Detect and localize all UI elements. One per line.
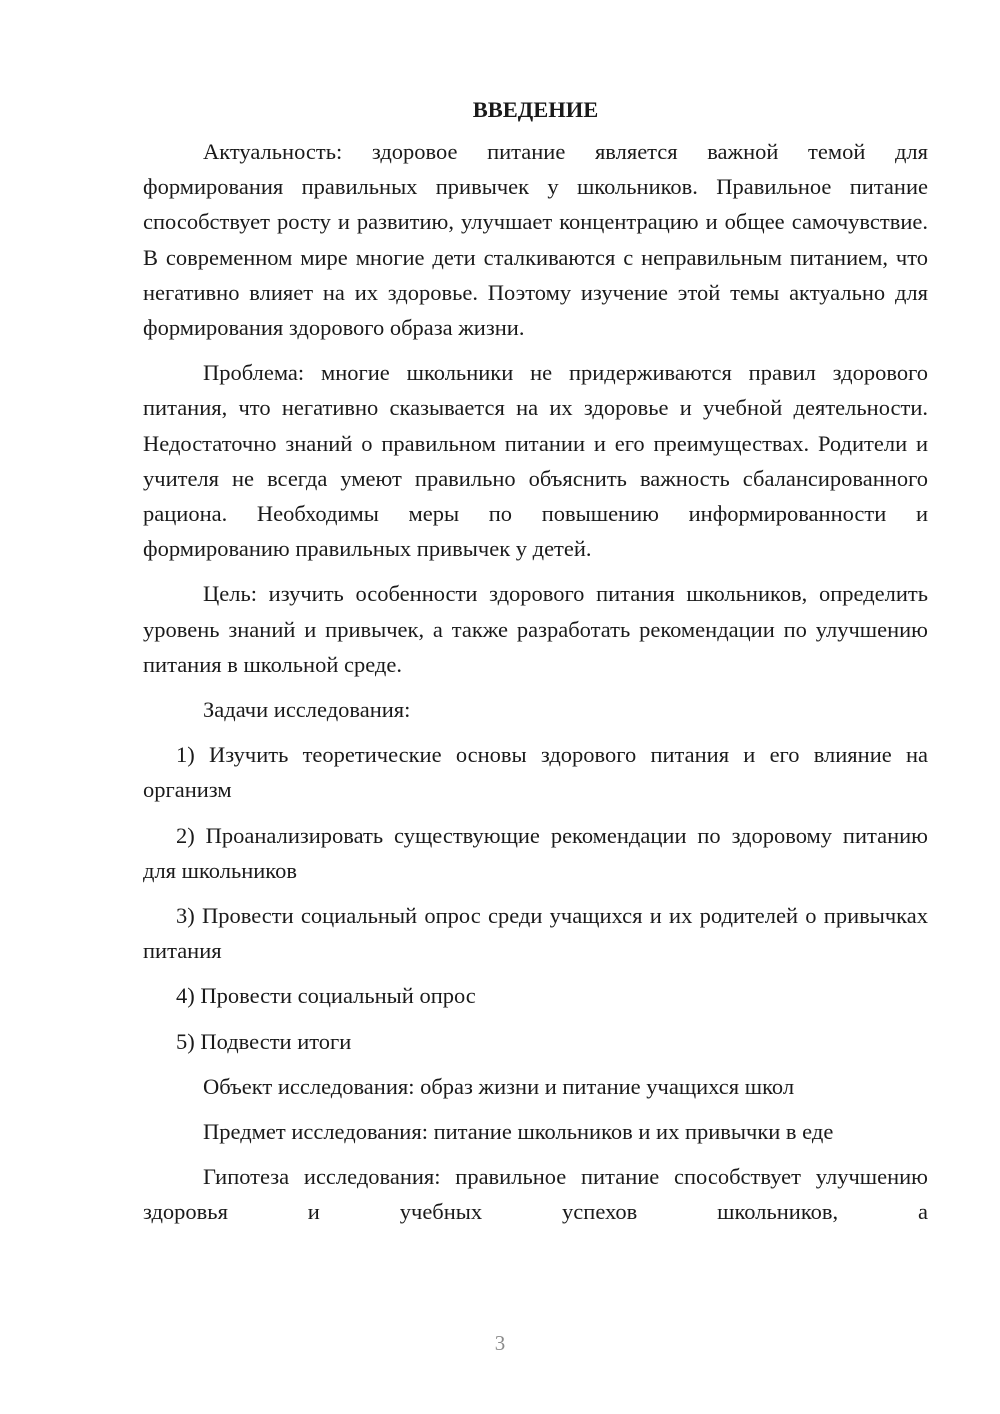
task-item-1: 1) Изучить теоретические основы здорового питания и его влияние на организм [143, 742, 928, 803]
page-title: ВВЕДЕНИЕ [472, 97, 599, 122]
document-page [143, 96, 928, 1240]
problem-paragraph: Проблема: многие школьники не придерживаются правил здорового питания, что негативно сказывается на их здоровье и учебной деятельности. Недостаточно знаний о правильном питании и его преимуществах. Родители и учителя не всегда умеют правильно объяснить важность сбалансированного рациона. Необходимы меры по повышению информированности и формированию правильных привычек у детей. [143, 360, 928, 562]
research-hypothesis: Гипотеза исследования: правильное питание способствует улучшению здоровья и учебных успехов школьников, а [143, 1164, 928, 1225]
task-item-5: 5) Подвести итоги [176, 1028, 352, 1054]
page-number: 3 [494, 1331, 506, 1355]
tasks-heading: Задачи исследования: [203, 697, 411, 723]
relevance-paragraph: Актуальность: здоровое питание является важной темой для формирования правильных привычек у школьников. Правильное питание способствует росту и развитию, улучшает концентрацию и общее самочувствие. В современном мире многие дети сталкиваются с неправильным питанием, что негативно влияет на их здоровье. Поэтому изучение этой темы актуально для формирования здорового образа жизни. [143, 139, 928, 341]
task-item-3: 3) Провести социальный опрос среди учащихся и их родителей о привычках питания [143, 903, 928, 964]
task-item-4: 4) Провести социальный опрос [176, 983, 476, 1009]
task-item-2: 2) Проанализировать существующие рекомендации по здоровому питанию для школьников [143, 822, 928, 883]
goal-paragraph: Цель: изучить особенности здорового питания школьников, определить уровень знаний и привычек, а также разработать рекомендации по улучшению питания в школьной среде. [143, 581, 928, 677]
research-object: Объект исследования: образ жизни и питание учащихся школ [203, 1073, 795, 1099]
research-subject: Предмет исследования: питание школьников и их привычки в еде [203, 1119, 834, 1145]
